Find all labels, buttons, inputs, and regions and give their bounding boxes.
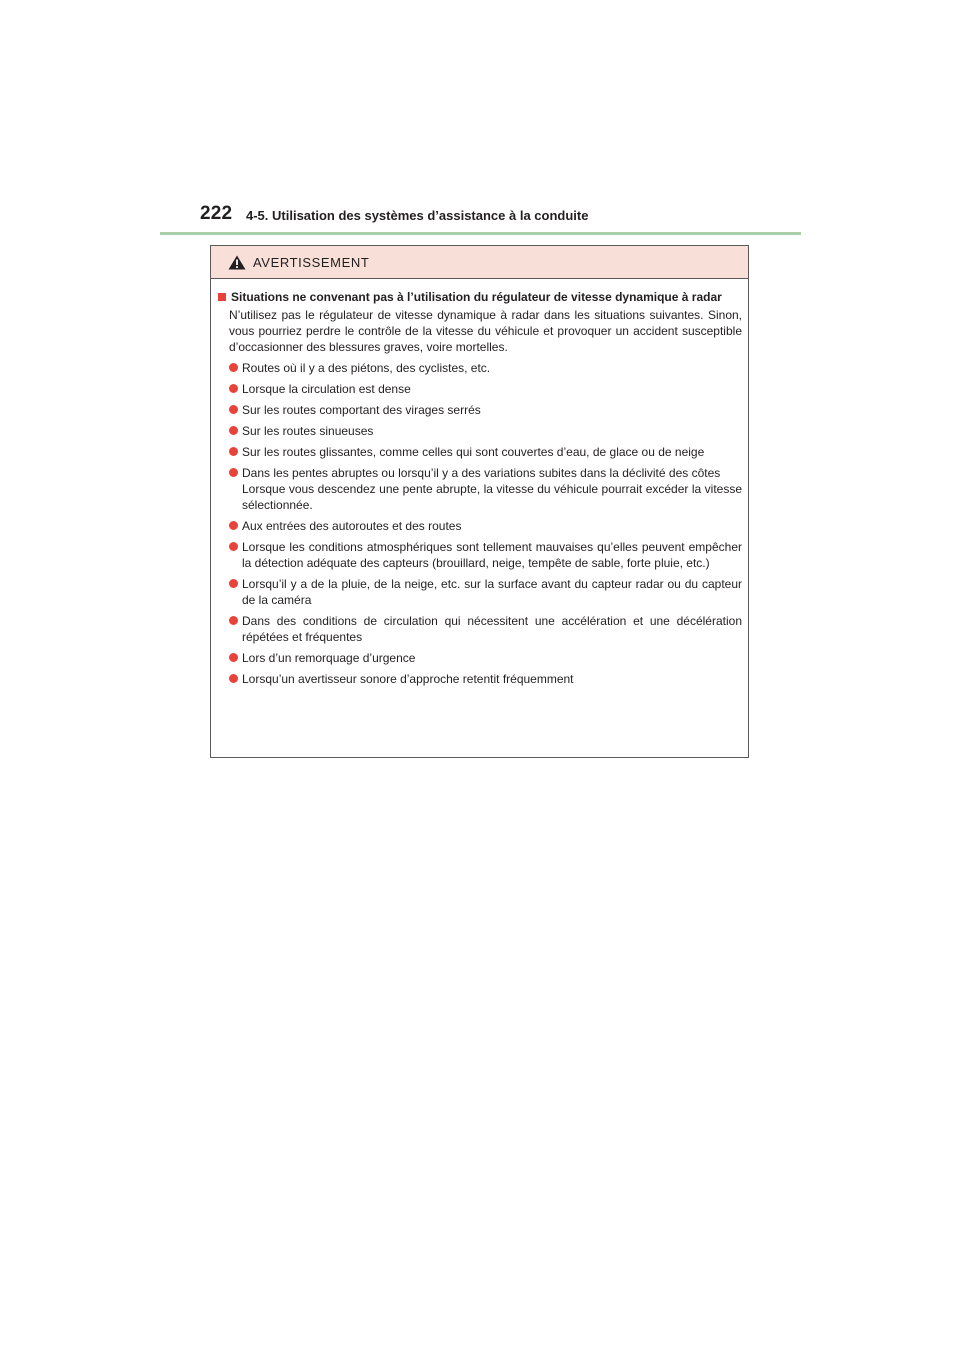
round-bullet-icon [229,447,238,456]
list-item-text [242,518,742,534]
list-item [217,444,742,460]
list-item [217,402,742,418]
list-item-text [242,360,742,376]
round-bullet-icon [229,405,238,414]
warning-triangle-icon [228,255,246,270]
list-item-text [242,671,742,687]
list-item-main-text: Lors d’un remorquage d’urgence [242,651,416,665]
round-bullet-icon [229,542,238,551]
list-item-text [242,465,742,513]
list-item-main-text: Sur les routes glissantes, comme celles qui sont couvertes d’eau, de glace ou de neige [242,445,705,459]
list-item [217,539,742,571]
list-item [217,613,742,645]
warning-body [211,279,748,687]
list-item-main-text: Dans des conditions de circulation qui nécessitent une accélération et une décélération répétées et fréquentes [242,614,742,644]
section-title: 4-5. Utilisation des systèmes d’assistance à la conduite [246,208,589,223]
list-item-text [242,539,742,571]
list-item-main-text: Lorsque la circulation est dense [242,382,411,396]
list-item-text [242,381,742,397]
list-item-note: Lorsque vous descendez une pente abrupte, la vitesse du véhicule pourrait excéder la vitesse sélectionnée. [242,482,742,512]
round-bullet-icon [229,363,238,372]
round-bullet-icon [229,521,238,530]
situation-heading [217,289,742,305]
list-item [217,381,742,397]
list-item [217,576,742,608]
round-bullet-icon [229,616,238,625]
round-bullet-icon [229,653,238,662]
list-item [217,360,742,376]
square-bullet-icon [218,293,226,301]
list-item-main-text: Routes où il y a des piétons, des cyclistes, etc. [242,361,491,375]
header-divider [160,232,801,235]
list-item-main-text: Dans les pentes abruptes ou lorsqu’il y a des variations subites dans la déclivité des côtes [242,466,721,480]
list-item-main-text: Lorsqu’il y a de la pluie, de la neige, etc. sur la surface avant du capteur radar ou du capteur de la caméra [242,577,742,607]
list-item-text [242,444,742,460]
list-item-main-text: Lorsqu’un avertisseur sonore d’approche retentit fréquemment [242,672,574,686]
list-item-main-text: Lorsque les conditions atmosphériques sont tellement mauvaises qu’elles peuvent empêcher la détection adéquate des capteurs (brouillard, neige, tempête de sable, forte pluie, etc.) [242,540,742,570]
intro-text: N’utilisez pas le régulateur de vitesse dynamique à radar dans les situations suivantes. Sinon, vous pourriez perdre le contrôle de la vitesse du véhicule et provoquer un accident susceptible d’occasionner des blessures graves, voire mortelles. [229,308,742,354]
list-item-text [242,613,742,645]
round-bullet-icon [229,426,238,435]
list-item [217,650,742,666]
warning-box [210,245,749,758]
situation-heading-text: Situations ne convenant pas à l’utilisation du régulateur de vitesse dynamique à radar [231,290,722,304]
list-item-text [242,402,742,418]
list-item [217,465,742,513]
list-item-text [242,423,742,439]
list-item [217,518,742,534]
situation-list [217,360,742,687]
list-item [217,423,742,439]
list-item-text [242,576,742,608]
list-item [217,671,742,687]
list-item-text [242,650,742,666]
warning-title: AVERTISSEMENT [253,254,370,270]
page-header [200,203,800,233]
round-bullet-icon [229,674,238,683]
round-bullet-icon [229,468,238,477]
list-item-main-text: Aux entrées des autoroutes et des routes [242,519,462,533]
list-item-main-text: Sur les routes comportant des virages serrés [242,403,481,417]
list-item-main-text: Sur les routes sinueuses [242,424,374,438]
warning-header [211,246,748,279]
page-number: 222 [200,203,233,224]
round-bullet-icon [229,579,238,588]
round-bullet-icon [229,384,238,393]
